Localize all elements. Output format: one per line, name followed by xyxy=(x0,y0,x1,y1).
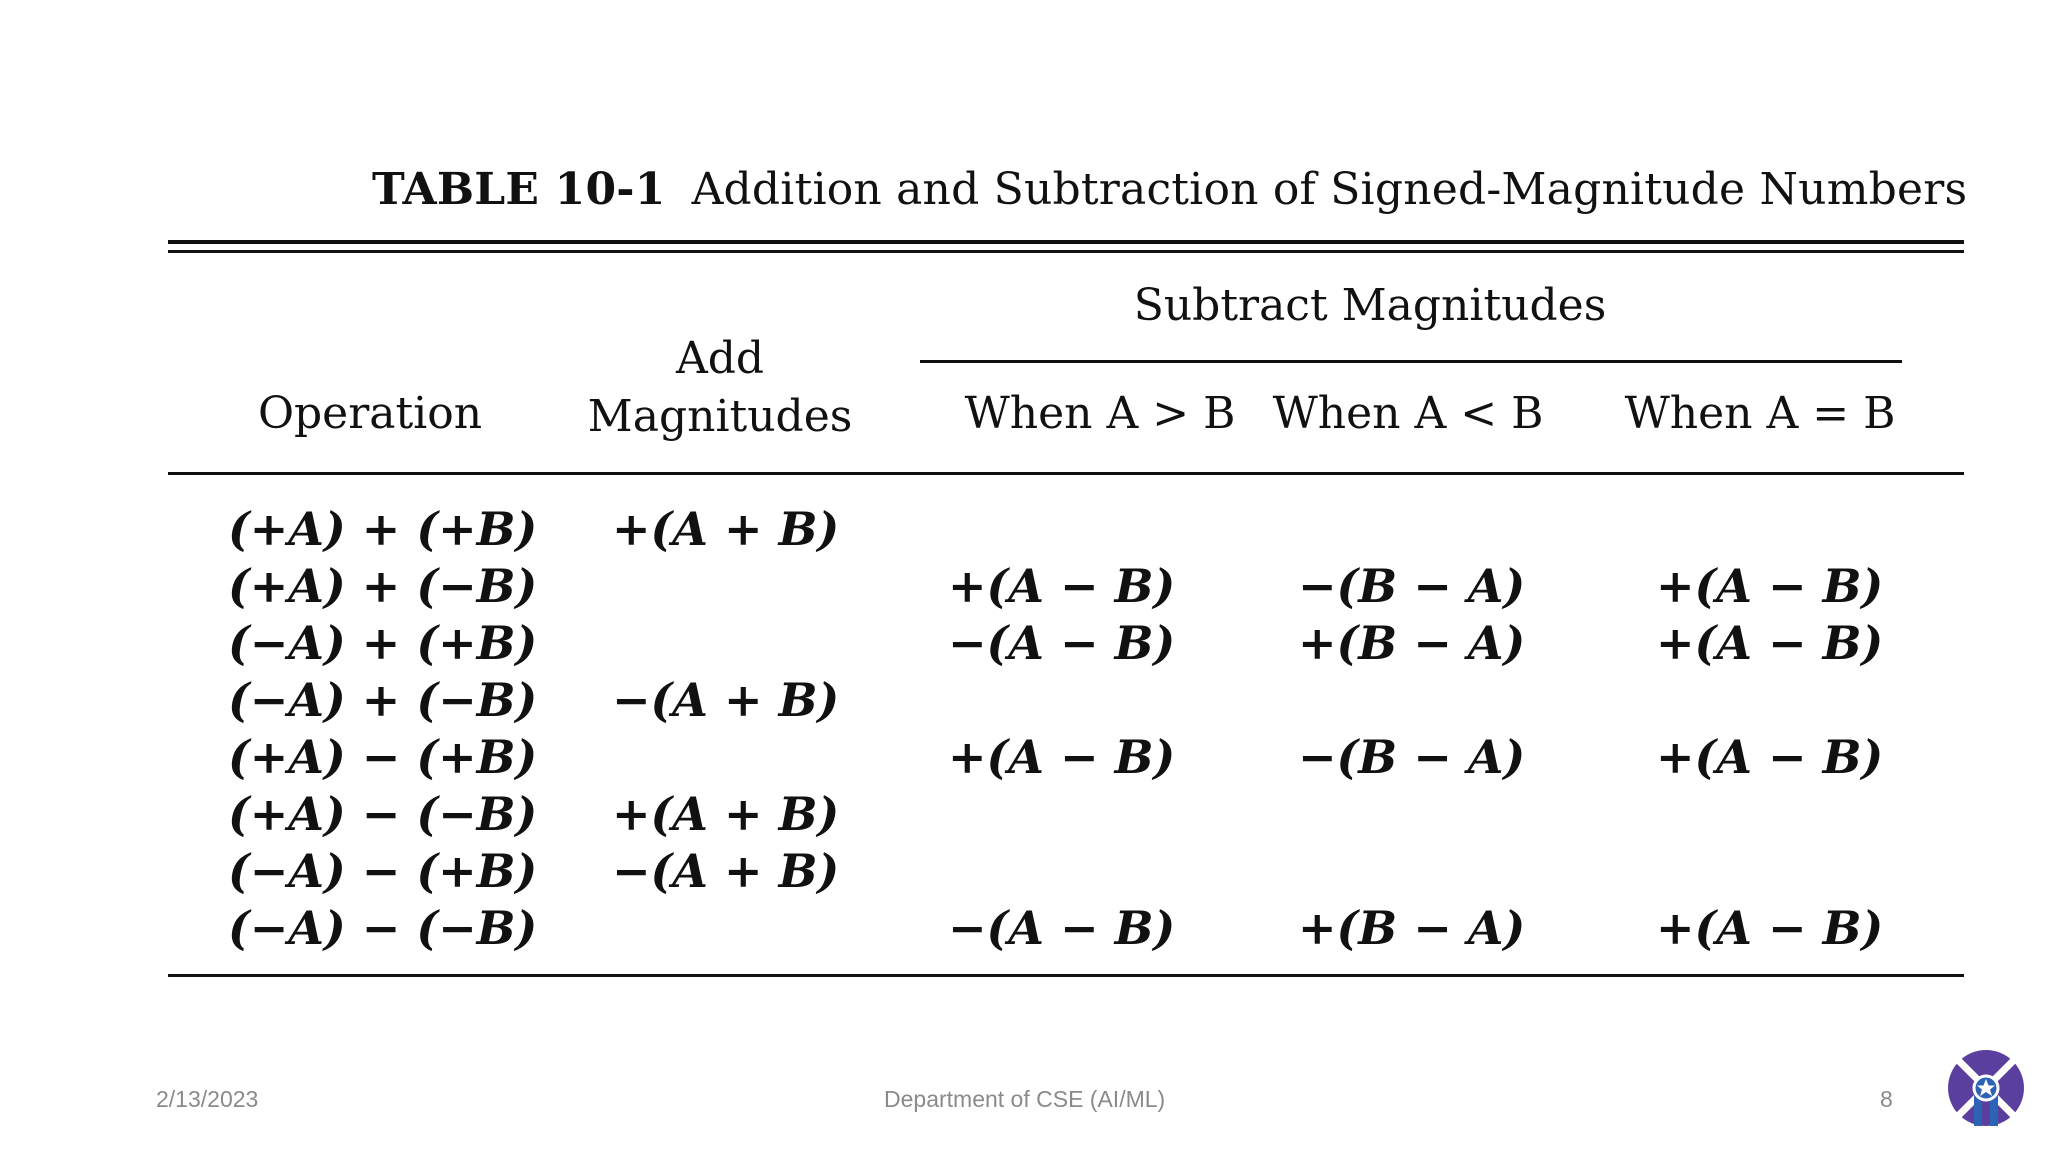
cell-when-a-gt-b: −(A − B) xyxy=(948,901,1176,955)
header-when-a-gt-b: When A > B xyxy=(964,388,1236,439)
header-rule xyxy=(168,472,1964,475)
footer-date: 2/13/2023 xyxy=(156,1086,259,1112)
cell-when-a-eq-b: +(A − B) xyxy=(1656,616,1884,670)
cell-operation: (+A) − (+B) xyxy=(228,730,538,784)
cell-when-a-gt-b: +(A − B) xyxy=(948,559,1176,613)
header-subtract-magnitudes: Subtract Magnitudes xyxy=(1133,280,1607,331)
header-add-magnitudes xyxy=(580,330,860,446)
cell-operation: (−A) − (−B) xyxy=(228,901,538,955)
top-rule xyxy=(168,240,1964,244)
cell-add-magnitudes: +(A + B) xyxy=(612,787,840,841)
table-number: TABLE 10-1 xyxy=(372,164,666,215)
header-when-a-lt-b: When A < B xyxy=(1272,388,1544,439)
cell-when-a-lt-b: +(B − A) xyxy=(1298,616,1526,670)
footer-page-number: 8 xyxy=(1880,1086,1893,1112)
cell-when-a-gt-b: −(A − B) xyxy=(948,616,1176,670)
cell-when-a-lt-b: +(B − A) xyxy=(1298,901,1526,955)
footer-department: Department of CSE (AI/ML) xyxy=(884,1086,1166,1112)
cell-add-magnitudes: −(A + B) xyxy=(612,844,840,898)
cell-operation: (−A) + (−B) xyxy=(228,673,538,727)
cell-add-magnitudes: −(A + B) xyxy=(612,673,840,727)
top-rule-second xyxy=(168,250,1964,253)
subtract-group-rule xyxy=(920,360,1902,363)
cell-operation: (+A) − (−B) xyxy=(228,787,538,841)
cell-when-a-lt-b: −(B − A) xyxy=(1298,559,1526,613)
cell-when-a-lt-b: −(B − A) xyxy=(1298,730,1526,784)
table-title xyxy=(372,164,1967,215)
header-operation: Operation xyxy=(257,388,483,439)
cell-when-a-gt-b: +(A − B) xyxy=(948,730,1176,784)
cell-operation: (−A) − (+B) xyxy=(228,844,538,898)
bottom-rule xyxy=(168,974,1964,977)
cell-operation: (+A) + (−B) xyxy=(228,559,538,613)
cell-add-magnitudes: +(A + B) xyxy=(612,502,840,556)
table-caption: Addition and Subtraction of Signed-Magnitude Numbers xyxy=(691,164,1968,215)
cell-operation: (−A) + (+B) xyxy=(228,616,538,670)
header-add-line1: Add xyxy=(675,333,765,384)
cell-when-a-eq-b: +(A − B) xyxy=(1656,559,1884,613)
cell-operation: (+A) + (+B) xyxy=(228,502,538,556)
institution-logo-icon xyxy=(1944,1046,2028,1130)
cell-when-a-eq-b: +(A − B) xyxy=(1656,901,1884,955)
header-add-line2: Magnitudes xyxy=(587,391,853,442)
header-when-a-eq-b: When A = B xyxy=(1624,388,1896,439)
cell-when-a-eq-b: +(A − B) xyxy=(1656,730,1884,784)
